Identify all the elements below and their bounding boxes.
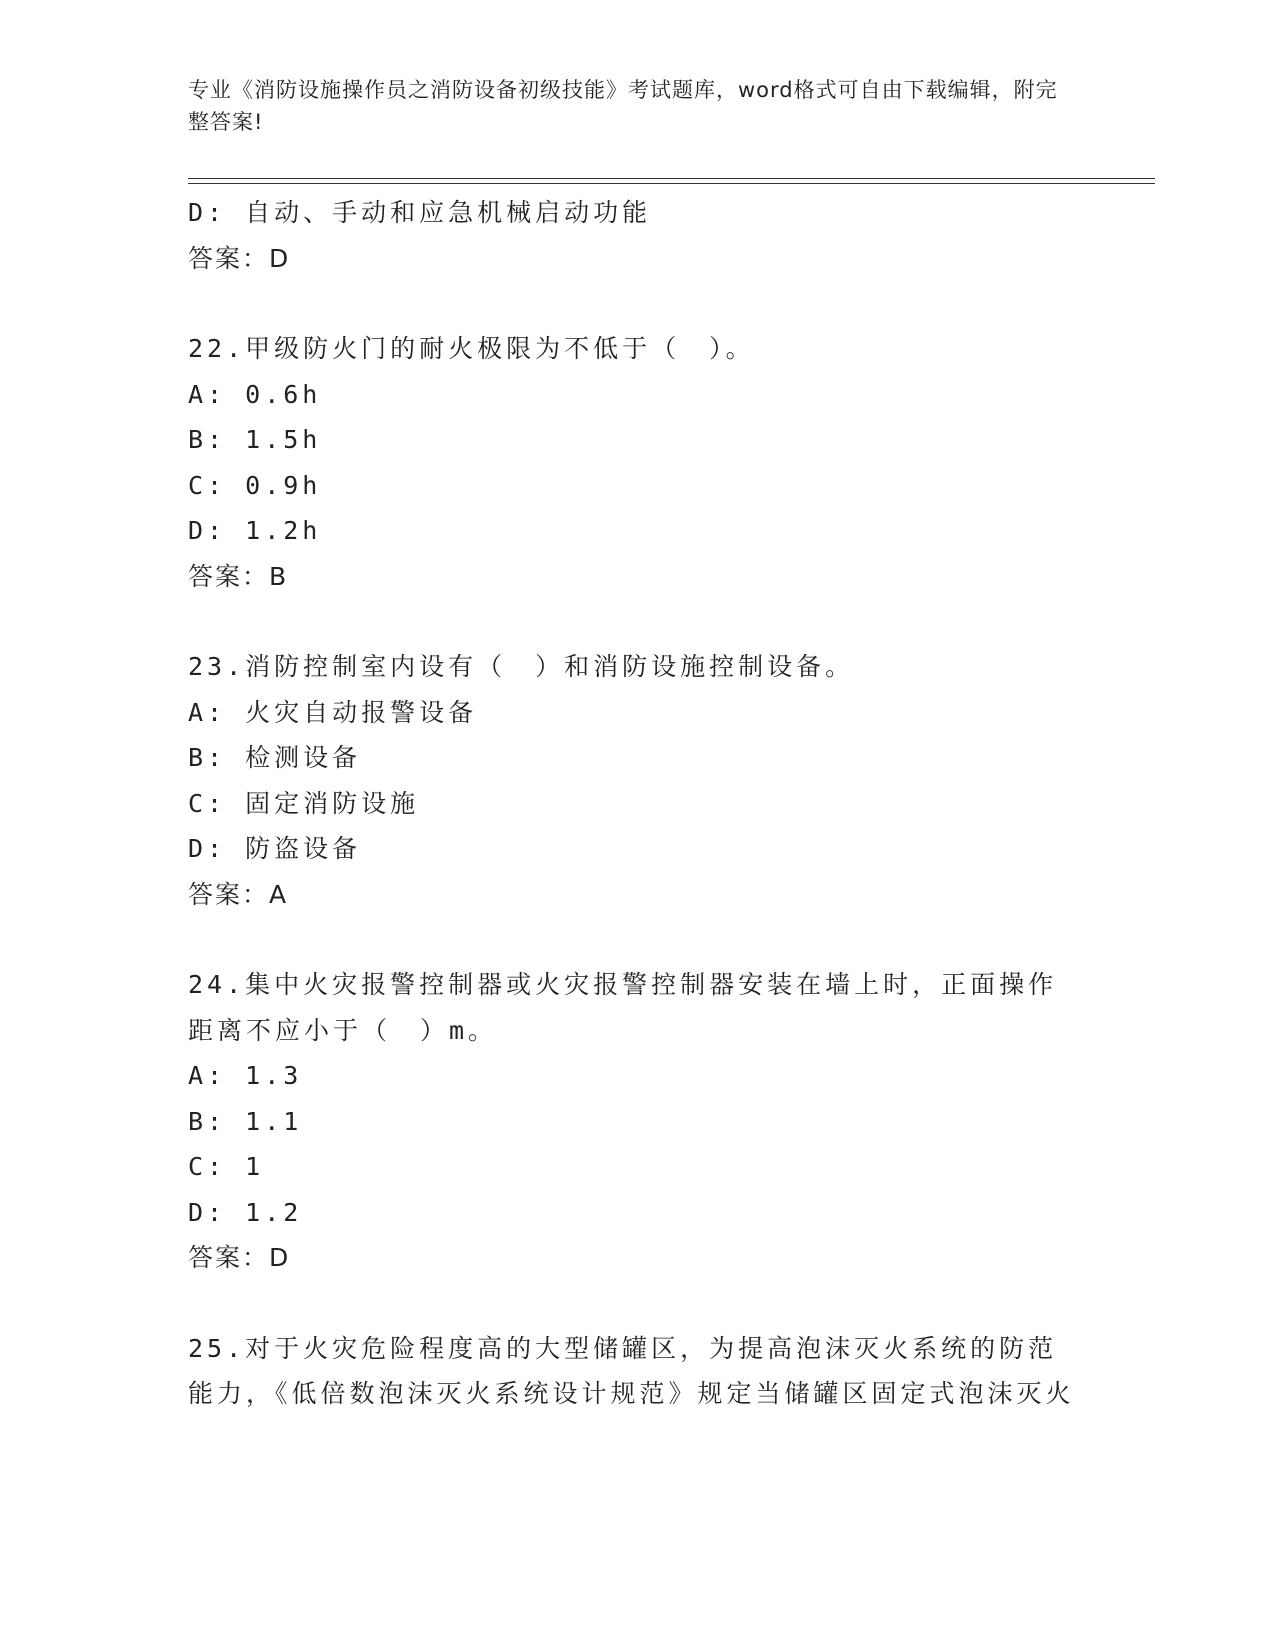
- question-stem: 23.消防控制室内设有（ ）和消防设施控制设备。: [188, 652, 855, 681]
- question-list: [188, 190, 1088, 1417]
- option-c: C: 0.9h: [188, 470, 322, 500]
- answer-label: 答案：D: [188, 1243, 291, 1272]
- document-intro: 专业《消防设施操作员之消防设备初级技能》考试题库，word格式可自由下载编辑，附完整答案!: [188, 78, 1058, 134]
- answer-label: 答案：B: [188, 561, 289, 591]
- option-b: B: 1.1: [188, 1106, 303, 1136]
- answer-label: 答案：D: [188, 243, 291, 273]
- option-d: D: 1.2h: [188, 516, 322, 545]
- option-d: D: 防盗设备: [188, 834, 362, 863]
- option-c: C: 1: [188, 1152, 265, 1181]
- option-d: D: 1.2: [188, 1197, 303, 1227]
- question-stem: 24.集中火灾报警控制器或火灾报警控制器安装在墙上时，正面操作距离不应小于（ ）m。: [188, 970, 1058, 1045]
- option-c: C: 固定消防设施: [188, 788, 420, 818]
- option-b: B: 检测设备: [188, 743, 362, 772]
- header-divider-bottom: [188, 183, 1155, 184]
- header-divider-top: [188, 178, 1155, 179]
- option-a: A: 火灾自动报警设备: [188, 697, 478, 727]
- option-a: A: 1.3: [188, 1061, 303, 1090]
- option-a: A: 0.6h: [188, 379, 322, 409]
- answer-label: 答案：A: [188, 879, 289, 909]
- option-b: B: 1.5h: [188, 425, 322, 454]
- question-stem: 25.对于火灾危险程度高的大型储罐区，为提高泡沫灭火系统的防范能力，《低倍数泡沫灭火系统设计规范》规定当储罐区固定式泡沫灭火: [188, 1333, 1075, 1408]
- option-d: D: 自动、手动和应急机械启动功能: [188, 198, 652, 227]
- question-stem: 22.甲级防火门的耐火极限为不低于（ ）。: [188, 334, 755, 363]
